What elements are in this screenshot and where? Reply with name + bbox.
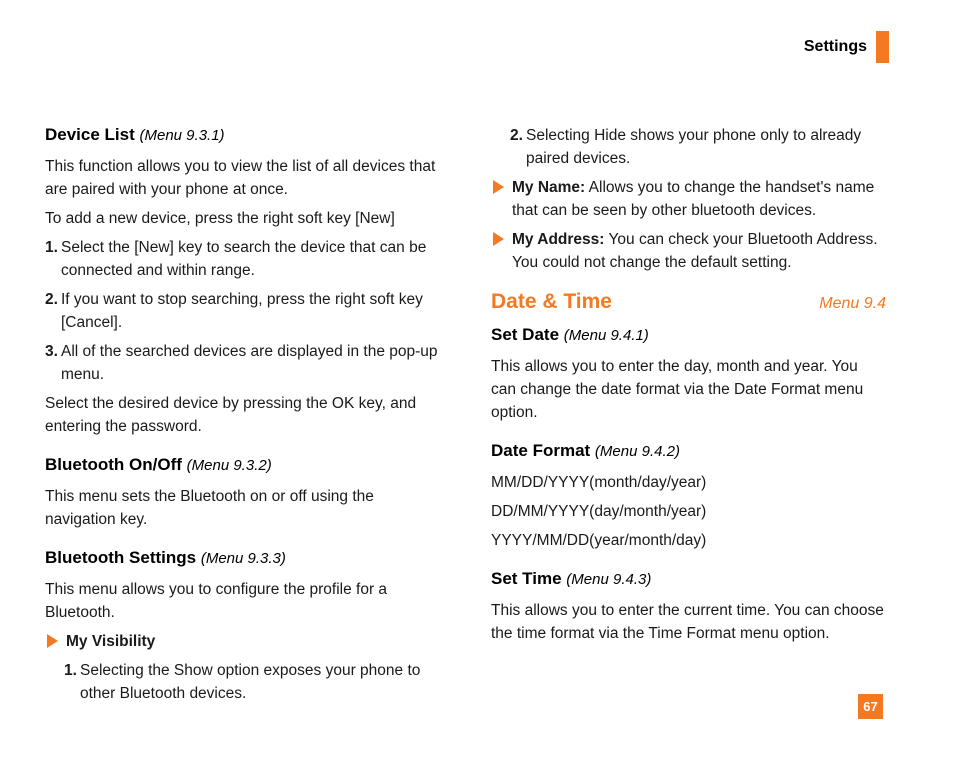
- arrow-right-icon: [493, 232, 504, 246]
- header-title: Settings: [803, 38, 867, 55]
- device-list-p3: Select the desired device by pressing the OK key, and entering the password.: [45, 395, 417, 435]
- arrow-right-icon: [493, 180, 504, 194]
- device-list-menu-ref: (Menu 9.3.1): [139, 127, 225, 144]
- step-number: 2.: [45, 291, 58, 308]
- bt-onoff-p1: This menu sets the Bluetooth on or off using the navigation key.: [45, 488, 374, 528]
- date-format-heading: [491, 440, 886, 463]
- step-number: 1.: [45, 239, 58, 256]
- step-text: Selecting the Show option exposes your phone to other Bluetooth devices.: [80, 662, 421, 702]
- set-date-heading: [491, 324, 886, 347]
- step-text: Select the [New] key to search the device that can be connected and within range.: [61, 239, 427, 279]
- device-list-step-2: [45, 288, 440, 334]
- set-time-p1: This allows you to enter the current time. You can choose the time format via the Time Format menu option.: [491, 602, 884, 642]
- date-time-menu-ref: Menu 9.4: [819, 295, 886, 312]
- my-address-item: [491, 228, 886, 274]
- step-text: Selecting Hide shows your phone only to already paired devices.: [526, 127, 862, 167]
- date-format-title: Date Format: [491, 441, 591, 460]
- bt-onoff-title: Bluetooth On/Off: [45, 455, 182, 474]
- bt-settings-heading: [45, 547, 440, 570]
- date-format-option: YYYY/MM/DD(year/month/day): [491, 532, 707, 549]
- page-number: 67: [858, 694, 883, 719]
- set-time-menu-ref: (Menu 9.4.3): [566, 571, 652, 588]
- my-visibility-item: [45, 630, 440, 653]
- set-date-menu-ref: (Menu 9.4.1): [563, 327, 649, 344]
- set-date-p1: This allows you to enter the day, month and year. You can change the date format via the Date Format menu option.: [491, 358, 864, 421]
- set-date-title: Set Date: [491, 325, 560, 344]
- bt-onoff-heading: [45, 454, 440, 477]
- date-time-heading: [491, 290, 886, 314]
- device-list-title: Device List: [45, 125, 135, 144]
- right-column: [491, 124, 886, 651]
- set-time-heading: [491, 568, 886, 591]
- device-list-p1: This function allows you to view the list of all devices that are paired with your phone at once.: [45, 158, 436, 198]
- my-name-label: My Name:: [512, 179, 586, 196]
- step-text: If you want to stop searching, press the right soft key [Cancel].: [61, 291, 423, 331]
- arrow-right-icon: [47, 634, 58, 648]
- set-time-title: Set Time: [491, 569, 562, 588]
- device-list-step-1: [45, 236, 440, 282]
- my-name-text: Allows you to change the handset's name that can be seen by other bluetooth devices.: [512, 179, 875, 219]
- date-format-option: DD/MM/YYYY(day/month/year): [491, 503, 707, 520]
- header-accent-bar: [876, 31, 889, 63]
- date-format-menu-ref: (Menu 9.4.2): [594, 443, 680, 460]
- bt-settings-p1: This menu allows you to configure the profile for a Bluetooth.: [45, 581, 388, 621]
- device-list-p2: To add a new device, press the right soft key [New]: [45, 210, 395, 227]
- page-header: [804, 31, 889, 63]
- step-text: All of the searched devices are displayed in the pop-up menu.: [61, 343, 438, 383]
- visibility-step-2: [510, 124, 886, 170]
- step-number: 3.: [45, 343, 58, 360]
- my-address-label: My Address:: [512, 231, 605, 248]
- visibility-step-1: [64, 659, 440, 705]
- my-address-text: You can check your Bluetooth Address. You could not change the default setting.: [512, 231, 878, 271]
- left-column: [45, 124, 440, 711]
- step-number: 2.: [510, 127, 523, 144]
- step-number: 1.: [64, 662, 77, 679]
- device-list-step-3: [45, 340, 440, 386]
- device-list-heading: [45, 124, 440, 147]
- date-time-title: Date & Time: [491, 290, 612, 313]
- bt-onoff-menu-ref: (Menu 9.3.2): [186, 457, 272, 474]
- my-name-item: [491, 176, 886, 222]
- date-format-option: MM/DD/YYYY(month/day/year): [491, 474, 707, 491]
- bt-settings-title: Bluetooth Settings: [45, 548, 197, 567]
- my-visibility-label: My Visibility: [66, 633, 156, 650]
- bt-settings-menu-ref: (Menu 9.3.3): [200, 550, 286, 567]
